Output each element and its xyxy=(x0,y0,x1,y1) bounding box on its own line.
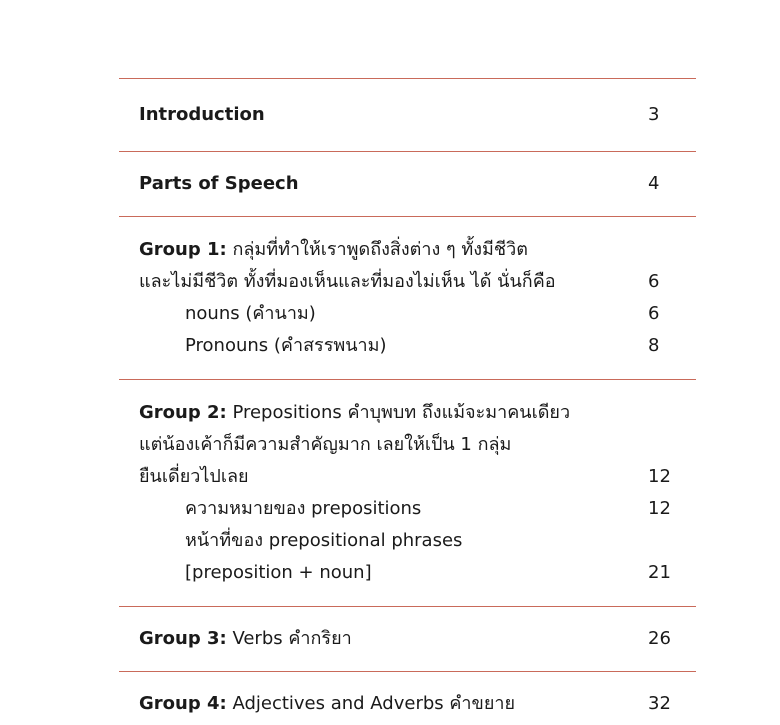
toc-subentry[interactable] xyxy=(119,525,696,557)
toc-entry-title xyxy=(185,525,462,557)
toc-page-number: 4 xyxy=(648,173,660,194)
toc-entry[interactable] xyxy=(119,99,696,131)
toc-section xyxy=(119,607,696,671)
toc-page-number: 21 xyxy=(648,562,671,583)
toc-entry-title xyxy=(139,461,249,493)
toc-entry-text: และไม่มีชีวิต ทั้งที่มองเห็นและที่มองไม่เห็น ได้ นั่นก็คือ xyxy=(139,271,556,292)
toc-page-number: 12 xyxy=(648,498,671,519)
toc-page-number: 6 xyxy=(648,271,660,292)
toc-entry-title xyxy=(139,429,511,461)
toc-entry-title xyxy=(139,168,299,200)
toc-entry-title xyxy=(185,557,372,589)
toc-entry-text: nouns (คำนาม) xyxy=(185,303,316,324)
toc-subentry[interactable] xyxy=(119,298,696,330)
toc-entry-text: Prepositions คำบุพบท ถึงแม้จะมาคนเดียว xyxy=(226,402,571,423)
toc-entry-text: Pronouns (คำสรรพนาม) xyxy=(185,335,387,356)
table-of-contents xyxy=(119,78,696,720)
toc-section xyxy=(119,672,696,720)
toc-group-label: Group 2: xyxy=(139,402,227,423)
toc-entry-title xyxy=(139,234,528,266)
toc-entry-text: กลุ่มที่ทำให้เราพูดถึงสิ่งต่าง ๆ ทั้งมีชีวิต xyxy=(226,239,528,260)
toc-group-label: Introduction xyxy=(139,104,265,125)
toc-page-number: 26 xyxy=(648,628,671,649)
toc-entry-title xyxy=(139,397,570,429)
toc-section xyxy=(119,79,696,151)
toc-entry-text: ความหมายของ prepositions xyxy=(185,498,422,519)
toc-entry-title xyxy=(185,493,421,525)
toc-entry[interactable] xyxy=(119,234,696,266)
toc-entry-title xyxy=(139,266,556,298)
toc-subentry[interactable] xyxy=(119,493,696,525)
toc-entry-text: ยืนเดี่ยวไปเลย xyxy=(139,466,249,487)
toc-entry[interactable] xyxy=(119,623,696,655)
toc-entry-text: หน้าที่ของ prepositional phrases xyxy=(185,530,463,551)
toc-entry-title xyxy=(185,298,316,330)
toc-group-label: Group 1: xyxy=(139,239,227,260)
toc-entry-text: Verbs คำกริยา xyxy=(226,628,352,649)
toc-entry[interactable] xyxy=(119,461,696,493)
toc-entry-title xyxy=(139,623,352,655)
toc-entry[interactable] xyxy=(119,168,696,200)
toc-entry[interactable] xyxy=(119,397,696,429)
toc-section xyxy=(119,217,696,379)
toc-group-label: Group 3: xyxy=(139,628,227,649)
toc-section xyxy=(119,152,696,216)
toc-subentry[interactable] xyxy=(119,330,696,362)
toc-entry-title xyxy=(139,99,265,131)
toc-subentry[interactable] xyxy=(119,557,696,589)
toc-group-label: Parts of Speech xyxy=(139,173,299,194)
toc-entry[interactable] xyxy=(119,429,696,461)
toc-group-label: Group 4: xyxy=(139,693,227,714)
toc-entry-text: [preposition + noun] xyxy=(185,562,372,583)
toc-entry-title xyxy=(139,688,515,720)
toc-entry[interactable] xyxy=(119,688,696,720)
toc-entry[interactable] xyxy=(119,266,696,298)
toc-page-number: 6 xyxy=(648,303,660,324)
toc-entry-title xyxy=(185,330,387,362)
toc-page-number: 8 xyxy=(648,335,660,356)
toc-section xyxy=(119,380,696,606)
toc-entry-text: แต่น้องเค้าก็มีความสำคัญมาก เลยให้เป็น 1 กลุ่ม xyxy=(139,434,512,455)
toc-page-number: 32 xyxy=(648,693,671,714)
toc-page-number: 12 xyxy=(648,466,671,487)
toc-page-number: 3 xyxy=(648,104,660,125)
toc-entry-text: Adjectives and Adverbs คำขยาย xyxy=(226,693,516,714)
